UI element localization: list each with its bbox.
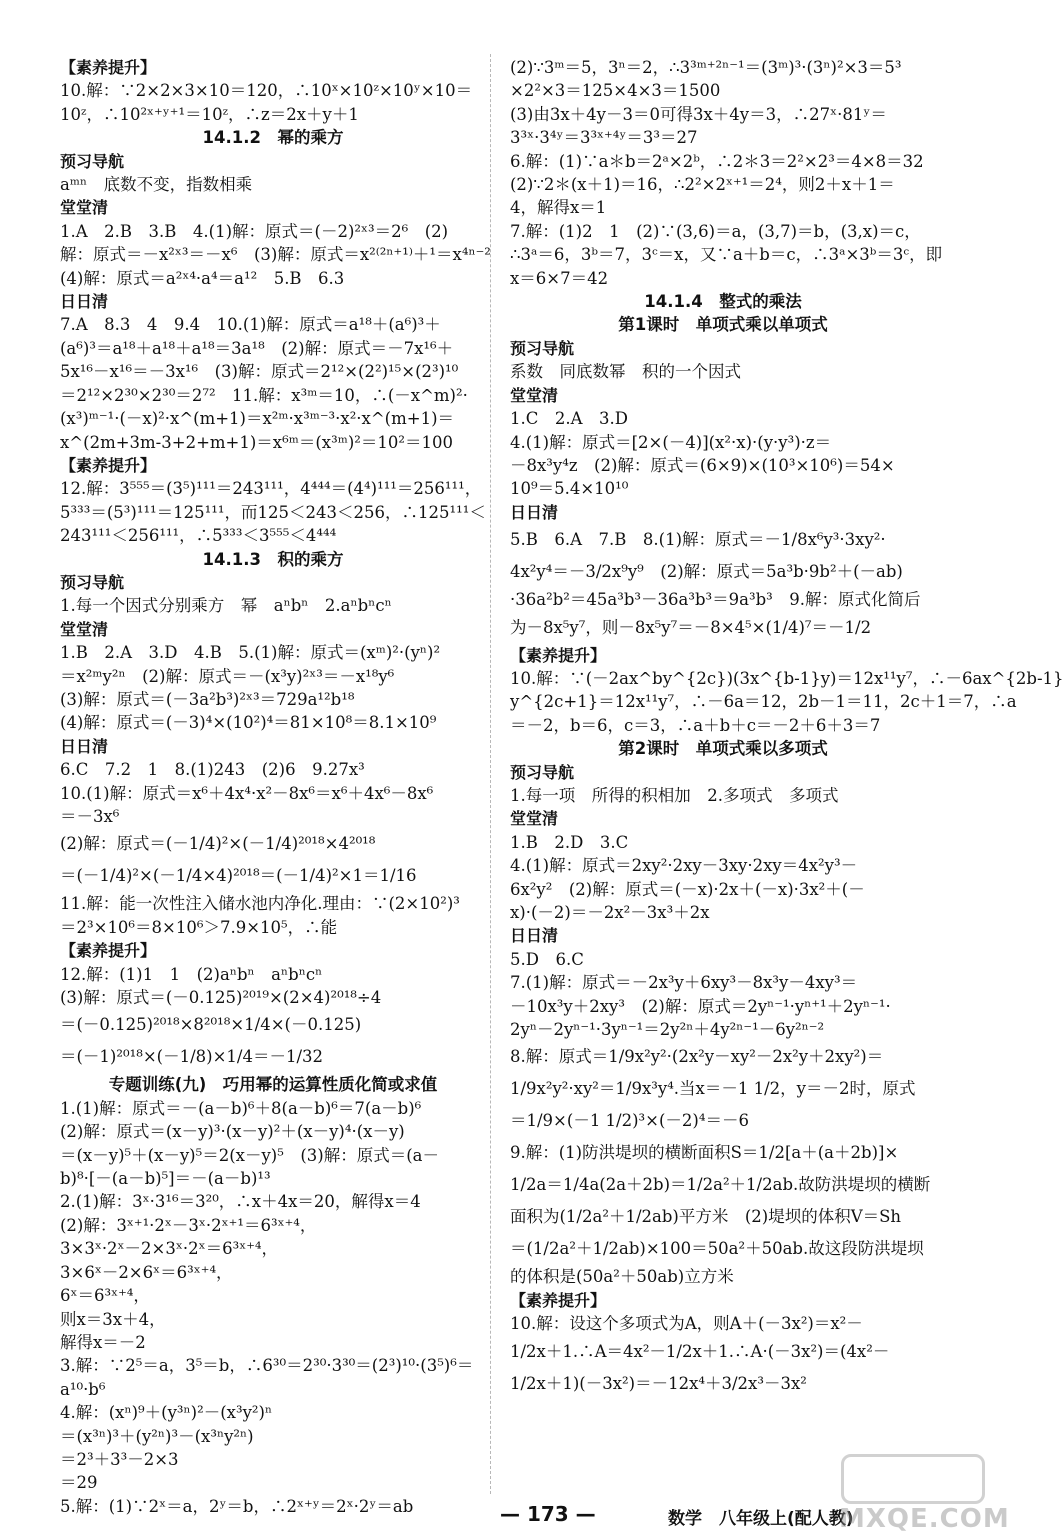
left-line: 日日清 (60, 292, 109, 312)
right-line: 【素养提升】 (510, 645, 607, 665)
right-line: 【素养提升】 (510, 1290, 607, 1310)
right-line: 第2课时 单项式乘以多项式 (618, 739, 828, 759)
right-line: ＝1/9×(－1 1/2)³×(－2)⁴＝－6 (510, 1111, 749, 1131)
left-line: 14.1.3 积的乘方 (202, 549, 344, 569)
left-line: 243¹¹¹＜256¹¹¹，∴5³³³＜3⁵⁵⁵＜4⁴⁴⁴ (60, 526, 337, 546)
right-line: ∴3ᵃ＝6，3ᵇ＝7，3ᶜ＝x，又∵a＋b＝c，∴3ᵃ×3ᵇ＝3ᶜ，即 (510, 245, 943, 265)
right-line: 日日清 (510, 502, 559, 522)
left-line: 2.(1)解：3ˣ·3¹⁶＝3²⁰，∴x＋4x＝20，解得x＝4 (60, 1192, 421, 1212)
left-line: aᵐⁿ 底数不变，指数相乘 (60, 175, 253, 195)
left-line: (3)解：原式＝(－0.125)²⁰¹⁹×(2×4)²⁰¹⁸÷4 (60, 988, 382, 1008)
right-line: 为－8x⁵y⁷，则－8x⁵y⁷＝－8×4⁵×(1/4)⁷＝－1/2 (510, 617, 872, 637)
right-line: 3³ˣ·3⁴ʸ＝3³ˣ⁺⁴ʸ＝3³＝27 (510, 128, 698, 148)
right-line: 10.解：∵(－2ax^by^{2c})(3x^{b-1}y)＝12x¹¹y⁷，∴－6ax^{2b-1} (510, 668, 1064, 688)
left-line: 6ˣ＝6³ˣ⁺⁴， (60, 1286, 150, 1306)
left-line: 14.1.2 幂的乘方 (202, 128, 344, 148)
left-line: 堂堂清 (60, 198, 109, 218)
left-line: ＝x²ᵐy²ⁿ (2)解：原式＝－(x³y)²ˣ³＝－x¹⁸y⁶ (60, 666, 395, 686)
right-line: ＝－2，b＝6，c＝3，∴a＋b＋c＝－2＋6＋3＝7 (510, 715, 881, 735)
left-line: 3.解：∵2⁵＝a，3⁵＝b，∴6³⁰＝2³⁰·3³⁰＝(2³)¹⁰·(3⁵)⁶＝ (60, 1356, 474, 1376)
right-line: 7.解：(1)2 1 (2)∵(3,6)＝a，(3,7)＝b，(3,x)＝c， (510, 221, 921, 241)
left-line: 11.解：能一次性注入储水池内净化.理由：∵(2×10²)³ (60, 894, 460, 914)
left-line: (4)解：原式＝(－3)⁴×(10²)⁴＝81×10⁸＝8.1×10⁹ (60, 713, 437, 733)
left-line: 10.(1)解：原式＝x⁶＋4x⁴·x²－8x⁶＝x⁶＋4x⁶－8x⁶ (60, 783, 434, 803)
right-line: 1/2x＋1.∴A＝4x²－1/2x＋1.∴A·(－3x²)＝(4x²－ (510, 1341, 890, 1361)
right-line: 1.每一项 所得的积相加 2.多项式 多项式 (510, 785, 839, 805)
left-line: 解得x＝－2 (60, 1332, 146, 1352)
right-line: ＝(1/2a²＋1/2ab)×100＝50a²＋50ab.故这段防洪堤坝 (510, 1239, 924, 1259)
right-line: 10⁹＝5.4×10¹⁰ (510, 479, 629, 499)
right-line: 预习导航 (510, 762, 575, 782)
right-column (510, 56, 1064, 1400)
right-line: 10.解：设这个多项式为A，则A＋(－3x²)＝x²－ (510, 1314, 863, 1334)
left-line: 【素养提升】 (60, 455, 157, 475)
left-line: ＝－3x⁶ (60, 807, 120, 826)
right-line: 6x²y² (2)解：原式＝(－x)·2x＋(－x)·3x²＋(－ (510, 879, 865, 899)
left-line: 预习导航 (60, 151, 125, 171)
left-line: (2)解：原式＝(x－y)³·(x－y)²＋(x－y)⁴·(x－y) (60, 1122, 405, 1142)
left-line: 4.解：(xⁿ)⁹＋(y³ⁿ)²－(x³y²)ⁿ (60, 1403, 273, 1423)
right-line: 4，解得x＝1 (510, 198, 607, 218)
left-line: 预习导航 (60, 572, 125, 592)
right-line: y^{2c+1}＝12x¹¹y⁷，∴－6a＝12，2b－1＝11，2c＋1＝7，∴a (510, 692, 1017, 712)
right-line: ·36a²b²＝45a³b³－36a³b³＝9a³b³ 9.解：原式化简后 (510, 590, 921, 610)
right-line: 8.解：原式＝1/9x²y²·(2x²y－xy²－2x²y＋2xy²)＝ (510, 1047, 884, 1067)
left-line: 堂堂清 (60, 619, 109, 639)
right-line: 1/9x²y²·xy²＝1/9x³y⁴.当x＝－1 1/2，y＝－2时，原式 (510, 1079, 916, 1099)
left-line: x^(2m+3m-3+2+m+1)＝x⁶ᵐ＝(x³ᵐ)²＝10²＝100 (60, 432, 453, 452)
right-line: 堂堂清 (510, 809, 559, 829)
right-line: (2)∵2＊(x＋1)＝16，∴2²×2ˣ⁺¹＝2⁴，则2＋x＋1＝ (510, 175, 895, 195)
left-line: 5.解：(1)∵2ˣ＝a，2ʸ＝b，∴2ˣ⁺ʸ＝2ˣ·2ʸ＝ab (60, 1496, 414, 1516)
left-line: 则x＝3x＋4， (60, 1309, 166, 1329)
right-line: (2)∵3ᵐ＝5，3ⁿ＝2，∴3³ᵐ⁺²ⁿ⁻¹＝(3ᵐ)³·(3ⁿ)²×3＝5³ (510, 58, 902, 77)
right-line: 1/2a＝1/4a(2a＋2b)＝1/2a²＋1/2ab.故防洪堤坝的横断 (510, 1175, 931, 1195)
left-column (60, 56, 491, 1518)
left-line: ＝2³＋3³－2×3 (60, 1449, 179, 1469)
subject-label: 数学 八年级上(配人教) (668, 1509, 854, 1529)
right-line: 预习导航 (510, 338, 575, 358)
left-line: 7.A 8.3 4 9.4 10.(1)解：原式＝a¹⁸＋(a⁶)³＋ (60, 315, 441, 335)
left-line: 12.解：(1)1 1 (2)aⁿbⁿ aⁿbⁿcⁿ (60, 964, 323, 984)
left-line: (3)解：原式＝(－3a²b³)²ˣ³＝729a¹²b¹⁸ (60, 689, 355, 709)
left-line: 【素养提升】 (60, 941, 157, 961)
left-line: 1.A 2.B 3.B 4.(1)解：原式＝(－2)²ˣ³＝2⁶ (2) (60, 221, 449, 241)
right-line: 4.(1)解：原式＝2xy²·2xy－3xy·2xy＝4x²y³－ (510, 856, 858, 876)
left-line: ＝(－1/4)²×(－1/4×4)²⁰¹⁸＝(－1/4)²×1＝1/16 (60, 866, 417, 886)
left-line: ＝(x－y)⁵＋(x－y)⁵＝2(x－y)⁵ (3)解：原式＝(a－ (60, 1145, 439, 1165)
left-line: (a⁶)³＝a¹⁸＋a¹⁸＋a¹⁸＝3a¹⁸ (2)解：原式＝－7x¹⁶＋ (60, 338, 454, 358)
right-line: 7.(1)解：原式＝－2x³y＋6xy³－8x³y－4xy³＝ (510, 973, 858, 993)
left-line: a¹⁰·b⁶ (60, 1379, 106, 1399)
left-line: 6.C 7.2 1 8.(1)243 (2)6 9.27x³ (60, 760, 365, 780)
column-divider (490, 54, 492, 1494)
watermark-logo (835, 1452, 1010, 1534)
right-line: 14.1.4 整式的乘法 (644, 292, 802, 312)
right-line: 面积为(1/2a²＋1/2ab)平方米 (2)堤坝的体积V＝Sh (510, 1207, 902, 1227)
left-line: 专题训练(九) 巧用幂的运算性质化简或求值 (108, 1075, 438, 1095)
right-line: (3)由3x＋4y－3＝0可得3x＋4y＝3，∴27ˣ·81ʸ＝ (510, 104, 887, 124)
right-line: 4.(1)解：原式＝[2×(－4)](x²·x)·(y·y³)·z＝ (510, 432, 832, 452)
left-line: ＝29 (60, 1473, 98, 1493)
right-line: 5.D 6.C (510, 949, 584, 969)
right-line: 6.解：(1)∵a＊b＝2ᵃ×2ᵇ，∴2＊3＝2²×2³＝4×8＝32 (510, 151, 924, 171)
right-line: 1.B 2.D 3.C (510, 832, 629, 852)
left-line: ＝(－1)²⁰¹⁸×(－1/8)×1/4＝－1/32 (60, 1047, 324, 1067)
right-line: 1/2x＋1)(－3x²)＝－12x⁴＋3/2x³－3x² (510, 1373, 807, 1393)
right-line: 堂堂清 (510, 385, 559, 405)
left-line: 3×6ˣ－2×6ˣ＝6³ˣ⁺⁴， (60, 1262, 233, 1282)
right-line: ×2²×3＝125×4×3＝1500 (510, 81, 721, 101)
right-line: 4x²y⁴＝－3/2x⁹y⁹ (2)解：原式＝5a³b·9b²＋(－ab) (510, 562, 903, 582)
right-line: x)·(－2)＝－2x²－3x³＋2x (510, 903, 710, 922)
left-line: (2)解：3ˣ⁺¹·2ˣ－3ˣ·2ˣ⁺¹＝6³ˣ⁺⁴， (60, 1215, 317, 1235)
left-line: (2)解：原式＝(－1/4)²×(－1/4)²⁰¹⁸×4²⁰¹⁸ (60, 834, 376, 854)
left-line: 5x¹⁶－x¹⁶＝－3x¹⁶ (3)解：原式＝2¹²×(2²)¹⁵×(2³)¹⁰ (60, 362, 459, 382)
right-line: 9.解：(1)防洪堤坝的横断面积S＝1/2[a＋(a＋2b)]× (510, 1143, 899, 1163)
right-line: 第1课时 单项式乘以单项式 (618, 315, 828, 335)
left-line: 1.B 2.A 3.D 4.B 5.(1)解：原式＝(xᵐ)²·(yⁿ)² (60, 643, 441, 663)
left-line: (x³)ᵐ⁻¹·(－x)²·x^(m+1)＝x²ᵐ·x³ᵐ⁻³·x²·x^(m+1)＝ (60, 409, 455, 429)
left-line: 解：原式＝－x²ˣ³＝－x⁶ (3)解：原式＝x²⁽²ⁿ⁺¹⁾＋¹＝x⁴ⁿ⁻² (60, 245, 491, 265)
right-line: －8x³y⁴z (2)解：原式＝(6×9)×(10³×10⁶)＝54× (510, 455, 895, 475)
left-line: 【素养提升】 (60, 58, 157, 77)
right-line: 2yⁿ－2yⁿ⁻¹·3yⁿ⁻¹＝2y²ⁿ＋4y²ⁿ⁻¹－6y²ⁿ⁻² (510, 1020, 825, 1040)
right-line: 的体积是(50a²＋50ab)立方米 (510, 1267, 734, 1287)
left-line: ＝(－0.125)²⁰¹⁸×8²⁰¹⁸×1/4×(－0.125) (60, 1015, 362, 1035)
right-line: 系数 同底数幂 积的一个因式 (510, 362, 741, 382)
right-line: 5.B 6.A 7.B 8.(1)解：原式＝－1/8x⁶y³·3xy²· (510, 530, 886, 550)
left-line: 3×3ˣ·2ˣ－2×3ˣ·2ˣ＝6³ˣ⁺⁴， (60, 1239, 279, 1259)
left-line: 日日清 (60, 736, 109, 756)
left-line: 12.解：3⁵⁵⁵＝(3⁵)¹¹¹＝243¹¹¹，4⁴⁴⁴＝(4⁴)¹¹¹＝256¹¹¹， (60, 479, 482, 499)
right-line: 日日清 (510, 926, 559, 946)
left-line: ＝2³×10⁶＝8×10⁶＞7.9×10⁵，∴能 (60, 917, 338, 937)
right-line: －10x³y＋2xy³ (2)解：原式＝2yⁿ⁻¹·yⁿ⁺¹＋2yⁿ⁻¹· (510, 996, 891, 1016)
left-line: ＝(x³ⁿ)³＋(y²ⁿ)³－(x³ⁿy²ⁿ) (60, 1426, 254, 1446)
watermark-badge (841, 1454, 985, 1504)
left-line: 1.(1)解：原式＝－(a－b)⁶＋8(a－b)⁶＝7(a－b)⁶ (60, 1098, 422, 1118)
left-line: ＝2¹²×2³⁰×2³⁰＝2⁷² 11.解：x³ᵐ＝10，∴(－x^m)²· (60, 385, 468, 405)
left-line: 10ᶻ，∴10²ˣ⁺ʸ⁺¹＝10ᶻ，∴z＝2x＋y＋1 (60, 104, 359, 124)
left-line: 1.每一个因式分别乘方 幂 aⁿbⁿ 2.aⁿbⁿcⁿ (60, 596, 392, 616)
left-line: 10.解：∵2×2×3×10＝120，∴10ˣ×10ᶻ×10ʸ×10＝ (60, 81, 473, 101)
left-line: (4)解：原式＝a²ˣ⁴·a⁴＝a¹² 5.B 6.3 (60, 268, 345, 288)
right-line: x＝6×7＝42 (510, 268, 609, 288)
left-line: 5³³³＝(5³)¹¹¹＝125¹¹¹，而125＜243＜256，∴125¹¹¹＜ (60, 502, 486, 522)
right-line: 1.C 2.A 3.D (510, 409, 628, 429)
left-line: b)⁸·[－(a－b)⁵]＝－(a－b)¹³ (60, 1169, 271, 1189)
page-number: — 173 — (500, 1502, 596, 1526)
watermark-url: MXQE.COM (839, 1504, 1010, 1534)
